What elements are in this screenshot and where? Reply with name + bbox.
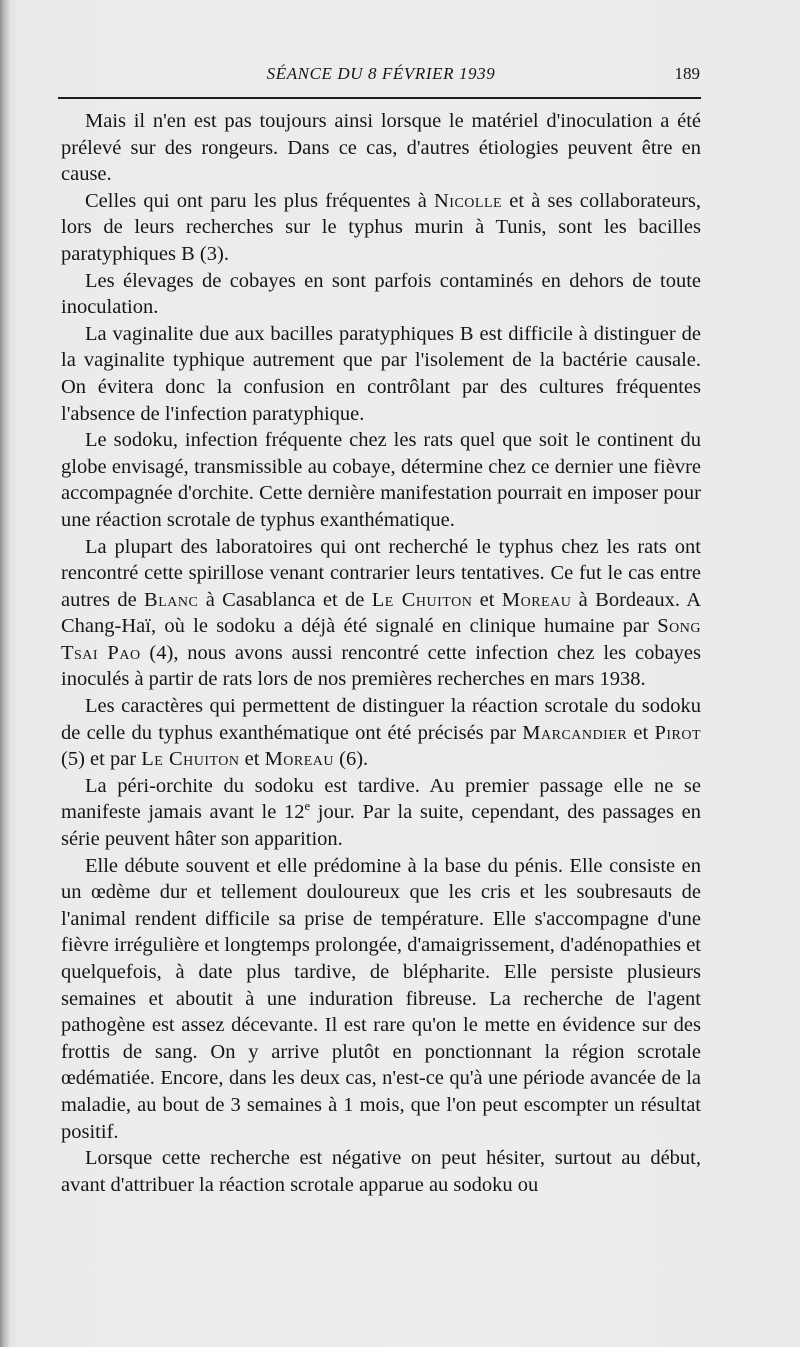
running-title: SÉANCE DU 8 FÉVRIER 1939: [266, 64, 496, 83]
running-head: [62, 64, 700, 90]
text-run: La plupart des laboratoires qui ont recherché le typhus chez les rats ont rencontré cette spirillose venant contrarier leurs tentatives. Ce fut le cas entre autres de: [61, 535, 701, 611]
body-text: [61, 108, 701, 1198]
text-run: La vaginalite due aux bacilles paratyphiques B est difficile à distinguer de la vaginalite typhique autrement que par l'isolement de la bactérie causale. On évitera donc la confusion en contrôlant par des cultures fréquentes l'absence de l'infection paratyphique.: [61, 322, 701, 425]
author-name: Pirot: [654, 721, 702, 744]
author-name: Nicolle: [433, 189, 503, 212]
author-name: Blanc: [144, 588, 199, 611]
superscript: e: [304, 799, 311, 814]
author-name: Song Tsai Pao: [61, 615, 701, 664]
text-run: et à ses collaborateurs, lors de leurs recherches sur le typhus murin à Tunis, sont les bacilles paratyphiques B (3).: [61, 189, 701, 265]
text-run: (5) et par: [61, 748, 142, 771]
author-name: Moreau: [264, 748, 335, 771]
text-run: jour. Par la suite, cependant, des passages en série peuvent hâter son apparition.: [61, 801, 701, 851]
paragraph: [61, 773, 701, 853]
text-run: à Bordeaux. A Chang-Haï, où le sodoku a déjà été signalé en clinique humaine par: [61, 588, 702, 638]
text-run: Le sodoku, infection fréquente chez les rats quel que soit le continent du globe envisagé, transmissible au cobaye, détermine chez ce dernier une fièvre accompagnée d'orchite. Cette dernière manifestation pourrait en imposer pour une réaction scrotale de typhus exanthématique.: [61, 429, 701, 531]
text-run: Lorsque cette recherche est négative on peut hésiter, surtout au début, avant d'attribuer la réaction scrotale apparue au sodoku ou: [61, 1147, 701, 1196]
author-name: Le Chuiton: [371, 588, 473, 611]
author-name: Le Chuiton: [141, 748, 240, 771]
text-run: et: [472, 588, 502, 611]
text-run: (4), nous avons aussi rencontré cette infection chez les cobayes inoculés à partir de rats lors de nos premières recherches en mars 1938.: [61, 641, 701, 691]
paragraph: [61, 188, 701, 268]
text-run: La péri-orchite du sodoku est tardive. Au premier passage elle ne se manifeste jamais avant le 12: [61, 774, 701, 824]
paragraph: [61, 853, 701, 1146]
paragraph: [61, 534, 701, 694]
author-name: Moreau: [501, 588, 572, 611]
text-run: Les caractères qui permettent de distinguer la réaction scrotale du sodoku de celle du typhus exanthématique ont été précisés par: [61, 695, 701, 744]
text-run: et: [239, 748, 265, 771]
paragraph: [61, 321, 701, 427]
header-rule: [58, 97, 701, 99]
text-run: (6).: [334, 748, 369, 771]
text-run: et: [627, 721, 655, 744]
text-run: Les élevages de cobayes en sont parfois contaminés en dehors de toute inoculation.: [61, 269, 701, 319]
paragraph: [61, 427, 701, 533]
author-name: Marcandier: [522, 721, 628, 744]
binding-edge: [0, 0, 10, 1347]
paragraph: [61, 693, 701, 773]
paragraph: [61, 268, 701, 321]
text-run: Celles qui ont paru les plus fréquentes à: [85, 189, 434, 212]
paragraph: [61, 108, 701, 188]
text-run: Elle débute souvent et elle prédomine à la base du pénis. Elle consiste en un œdème dur et tellement douloureux que les cris et les soubresauts de l'animal rendent difficile sa prise de température. Elle s'accompagne d'une fièvre irrégulière et longtemps prolongée, d'amaigrissement, d'adénopathies et quelquefois, à date plus tardive, de blépharite. Elle persiste plusieurs semaines et aboutit à une induration fibreuse. La recherche de l'agent pathogène est assez décevante. Il est rare qu'on le mette en évidence sur des frottis de sang. On y arrive plutôt en ponctionnant la région scrotale œdématiée. Encore, dans les deux cas, n'est-ce qu'à une période avancée de la maladie, au bout de 3 semaines à 1 mois, que l'on peut escompter un résultat positif.: [61, 854, 701, 1143]
text-run: à Casablanca et de: [198, 588, 372, 611]
page-number: 189: [674, 64, 700, 83]
text-run: Mais il n'en est pas toujours ainsi lorsque le matériel d'inoculation a été prélevé sur des rongeurs. Dans ce cas, d'autres étiologies peuvent être en cause.: [61, 110, 701, 186]
paragraph: [61, 1145, 701, 1198]
